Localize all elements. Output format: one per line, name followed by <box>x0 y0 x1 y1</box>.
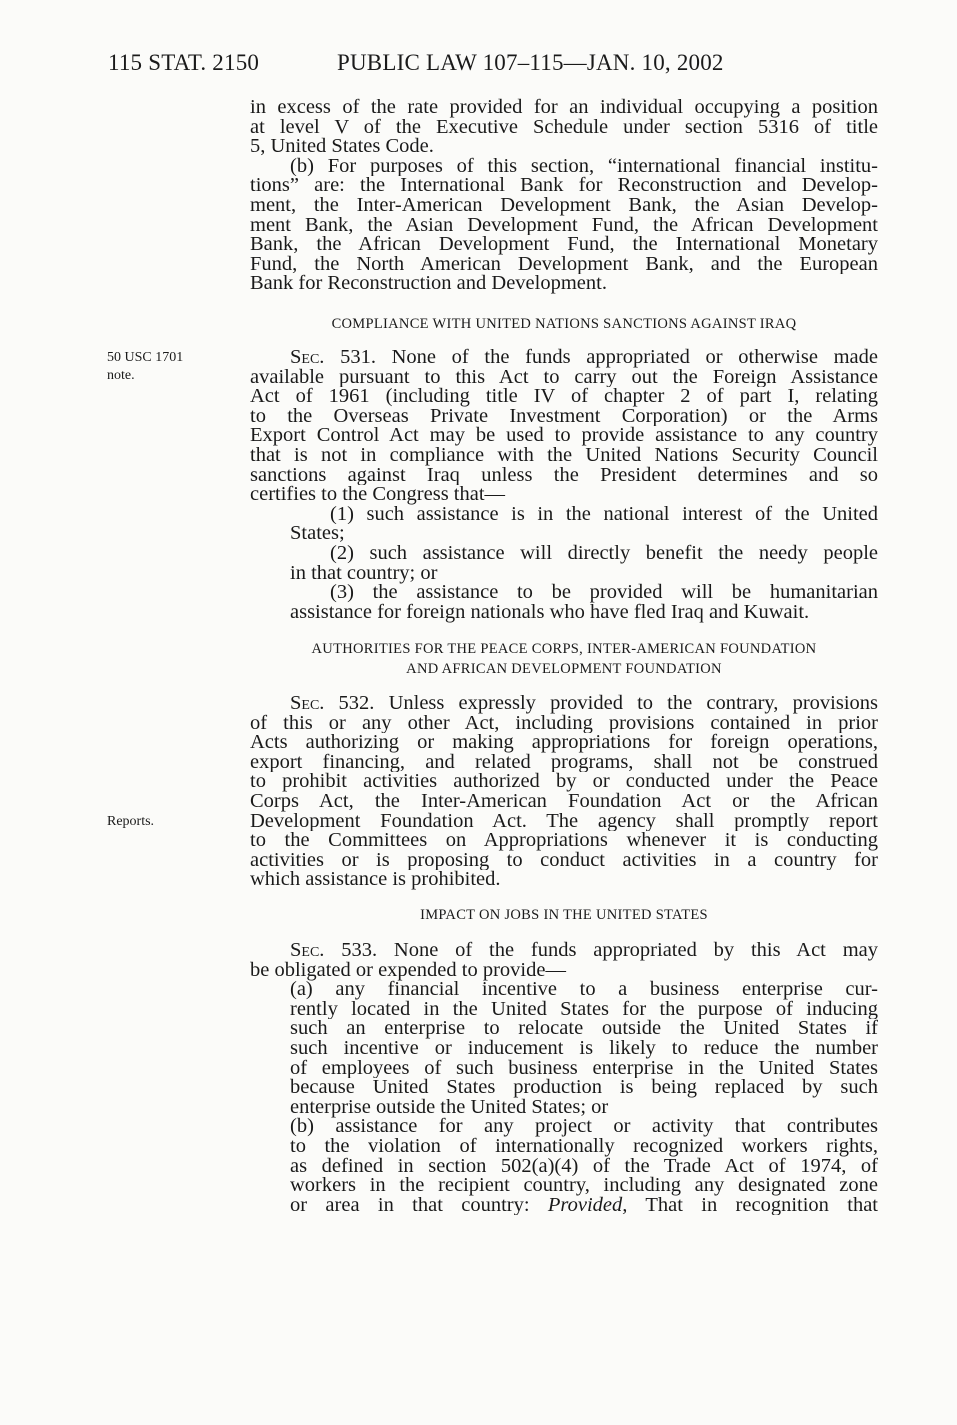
text-line <box>250 1059 878 1079</box>
running-header: PUBLIC LAW 107–115—JAN. 10, 2002 <box>337 50 724 75</box>
text-segment: to prohibit activities authorized by or conducted under the Peace <box>250 772 878 792</box>
section-533 <box>250 941 878 1215</box>
text-segment: assistance for foreign nationals who have fled Iraq and Kuwait. <box>290 600 810 623</box>
section-heading-532 <box>250 640 878 679</box>
text-segment: 533. None of the funds appropriated by this Act may <box>324 941 878 961</box>
text-line <box>250 870 878 890</box>
text-line <box>250 157 878 177</box>
text-segment: sanctions against Iraq unless the President determines and so <box>250 465 878 486</box>
text-line <box>250 98 878 118</box>
text-line <box>250 792 878 812</box>
text-segment: Development Foundation Act. The agency shall promptly report <box>250 811 878 832</box>
text-segment: to the violation of internationally recognized workers rights, <box>290 1136 878 1157</box>
text-line <box>250 694 878 714</box>
section-532 <box>250 694 878 890</box>
text-segment: available pursuant to this Act to carry out the Foreign Assistance <box>250 367 878 388</box>
text-line <box>250 348 878 368</box>
text-line <box>250 368 878 388</box>
text-segment: (1) such assistance is in the national interest of the United <box>330 504 878 525</box>
text-segment: Bank for Reconstruction and Development. <box>250 272 607 295</box>
text-segment: (a) any financial incentive to a business enterprise cur- <box>290 980 878 1000</box>
text-segment: in excess of the rate provided for an individual occupying a position <box>250 98 878 118</box>
text-segment: Bank, the African Development Fund, the International Monetary <box>250 235 878 255</box>
text-line <box>250 980 878 1000</box>
section-label: Sec. <box>290 694 325 714</box>
intro-block <box>250 98 878 294</box>
text-segment: (3) the assistance to be provided will be humanitarian <box>330 583 878 603</box>
text-line <box>250 176 878 196</box>
text-line <box>250 733 878 753</box>
text-segment: activities or is proposing to conduct activities in a country for <box>250 850 878 871</box>
text-line <box>250 274 878 294</box>
text-line <box>250 387 878 407</box>
heading-line: COMPLIANCE WITH UNITED NATIONS SANCTIONS AGAINST IRAQ <box>331 316 797 332</box>
text-segment: workers in the recipient country, including any designated zone <box>290 1176 878 1196</box>
section-heading-531 <box>250 315 878 335</box>
text-segment: ment Bank, the Asian Development Fund, the African Development <box>250 215 878 236</box>
heading-line: AND AFRICAN DEVELOPMENT FOUNDATION <box>406 660 722 677</box>
text-line <box>250 1137 878 1157</box>
text-line <box>250 235 878 255</box>
heading-line: AUTHORITIES FOR THE PEACE CORPS, INTER-AMERICAN FOUNDATION <box>311 641 817 657</box>
text-segment: such an enterprise to relocate outside the United States if <box>290 1019 878 1039</box>
text-segment: Corps Act, the Inter-American Foundation Act or the African <box>250 791 878 812</box>
text-segment: to the Committees on Appropriations whenever it is conducting <box>250 831 878 851</box>
text-segment: (b) assistance for any project or activity that contributes <box>290 1117 878 1137</box>
text-line <box>250 1176 878 1196</box>
text-line <box>250 714 878 734</box>
text-line <box>250 753 878 773</box>
text-segment: certifies to the Congress that— <box>250 483 506 506</box>
text-segment: as defined in section 502(a)(4) of the Trade Act of 1974, of <box>290 1156 878 1177</box>
text-line <box>250 446 878 466</box>
text-line <box>250 1157 878 1177</box>
text-segment: (2) such assistance will directly benefit the needy people <box>330 543 878 564</box>
text-line <box>250 137 878 157</box>
text-line <box>250 772 878 792</box>
text-line <box>250 426 878 446</box>
text-segment: Export Control Act may be used to provide assistance to any country <box>250 426 878 446</box>
text-line <box>250 831 878 851</box>
text-line <box>250 958 878 981</box>
text-line <box>250 1095 878 1118</box>
text-segment: at level V of the Executive Schedule under section 5316 of title <box>250 117 878 138</box>
text-segment: be obligated or expended to provide— <box>250 958 566 981</box>
text-segment: or area in that country: <box>290 1195 548 1216</box>
text-segment: of employees of such business enterprise in the United States <box>290 1058 878 1079</box>
text-segment: That in recognition that <box>627 1195 878 1216</box>
text-segment: that is not in compliance with the United Nations Security Council <box>250 445 878 466</box>
text-line <box>250 1019 878 1039</box>
text-segment: because United States production is being replaced by such <box>290 1078 878 1098</box>
margin-note-usc <box>107 349 183 385</box>
text-segment: of this or any other Act, including provisions contained in prior <box>250 713 878 734</box>
text-line <box>250 1196 878 1216</box>
text-line <box>250 216 878 236</box>
text-segment: 532. Unless expressly provided to the contrary, provisions <box>324 694 878 714</box>
text-segment: 5, United States Code. <box>250 135 434 158</box>
text-line <box>250 524 878 544</box>
section-label: Sec. <box>290 941 325 961</box>
text-segment: Fund, the North American Development Bank, and the European <box>250 254 878 275</box>
text-line <box>250 407 878 427</box>
margin-note-usc-cite: 50 USC 1701 <box>107 350 184 365</box>
section-label: Sec. <box>290 348 325 368</box>
italic-text: Provided, <box>547 1195 628 1216</box>
text-line <box>250 196 878 216</box>
text-segment: ment, the Inter-American Development Bank, the Asian Develop- <box>250 195 878 216</box>
page-stat-number: 115 STAT. 2150 <box>108 50 260 75</box>
text-segment: export financing, and related programs, shall not be construed <box>250 752 878 773</box>
heading-line: IMPACT ON JOBS IN THE UNITED STATES <box>420 907 708 923</box>
text-segment: which assistance is prohibited. <box>250 868 501 891</box>
text-line <box>250 812 878 832</box>
text-line <box>250 485 878 505</box>
text-line <box>250 1039 878 1059</box>
margin-note-usc-note: note. <box>107 368 135 383</box>
text-line <box>250 561 878 584</box>
text-segment: States; <box>290 522 345 545</box>
margin-note-reports: Reports. <box>107 814 155 829</box>
text-line <box>250 1117 878 1137</box>
text-line <box>250 1000 878 1020</box>
section-531 <box>250 348 878 622</box>
text-line <box>250 600 878 623</box>
text-segment: rently located in the United States for the purpose of inducing <box>290 999 878 1020</box>
section-heading-533 <box>250 906 878 926</box>
text-segment: to the Overseas Private Investment Corporation) or the Arms <box>250 406 878 427</box>
text-segment: tions” are: the International Bank for Reconstruction and Develop- <box>250 176 878 196</box>
text-segment: such incentive or inducement is likely to reduce the number <box>290 1038 878 1059</box>
text-segment: Acts authorizing or making appropriations for foreign operations, <box>250 733 878 753</box>
text-segment: 531. None of the funds appropriated or otherwise made <box>324 348 878 368</box>
text-segment: enterprise outside the United States; or <box>290 1095 609 1118</box>
text-segment: in that country; or <box>290 561 438 584</box>
text-segment: Act of 1961 (including title IV of chapter 2 of part I, relating <box>250 387 878 407</box>
text-segment: (b) For purposes of this section, “international financial institu- <box>290 156 878 177</box>
